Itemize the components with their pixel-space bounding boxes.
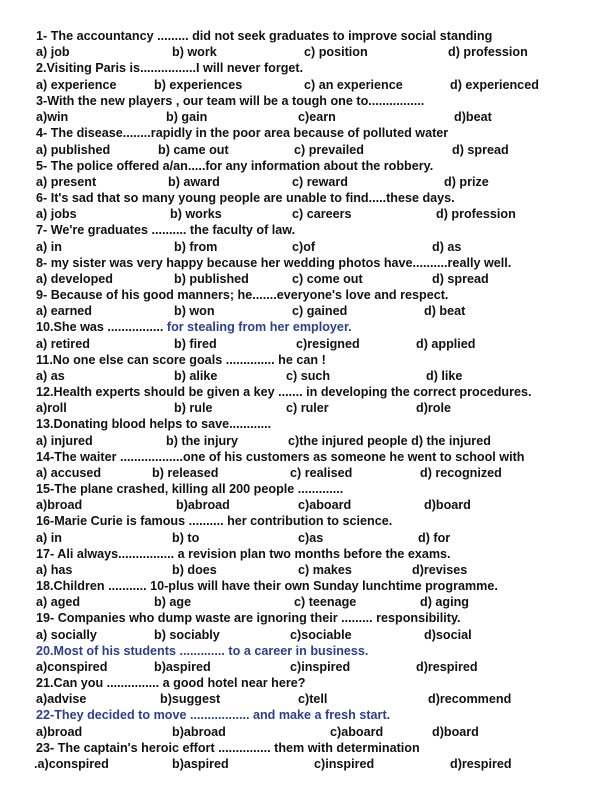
option-a: a) jobs xyxy=(36,207,77,221)
option-d: d)beat xyxy=(454,110,492,124)
question-text-highlight: for stealing from her employer. xyxy=(163,320,352,334)
question-text: 21.Can you ............... a good hotel near here? xyxy=(36,676,306,690)
question-stem xyxy=(36,513,602,529)
option-a: a) retired xyxy=(36,337,90,351)
option-c: c) makes xyxy=(298,563,352,577)
option-c: c)tell xyxy=(298,692,328,706)
question-text: 20.Most of his students ............. to a career in business. xyxy=(36,644,369,658)
option-b: b) to xyxy=(172,531,200,545)
options-row xyxy=(36,691,602,707)
question-stem xyxy=(36,28,602,44)
option-b: b) fired xyxy=(174,337,217,351)
option-d: d)social xyxy=(424,628,472,642)
question-text-part: 10.She was ................ xyxy=(36,320,164,334)
options-row xyxy=(36,400,602,416)
question-stem xyxy=(36,287,602,303)
options-row xyxy=(36,206,602,222)
question-stem xyxy=(36,481,602,497)
question-text: 13.Donating blood helps to save............ xyxy=(36,417,272,431)
options-row xyxy=(36,336,602,352)
option-b: b)aspired xyxy=(172,757,229,771)
option-c: c) ruler xyxy=(286,401,329,415)
question-text: 18.Children ........... 10-plus will have their own Sunday lunchtime programme. xyxy=(36,579,498,593)
question-stem xyxy=(36,352,602,368)
option-c: c)aboard xyxy=(330,725,384,739)
option-c: c) such xyxy=(286,369,331,383)
option-c: c) come out xyxy=(292,272,363,286)
option-b: b) rule xyxy=(174,401,213,415)
option-b: b) age xyxy=(154,595,192,609)
options-row xyxy=(36,174,602,190)
option-d: d) beat xyxy=(424,304,466,318)
option-a: a) present xyxy=(36,175,97,189)
options-row xyxy=(36,239,602,255)
option-d: d)respired xyxy=(416,660,478,674)
question-stem xyxy=(36,675,602,691)
option-d: d) like xyxy=(426,369,463,383)
option-a: a) published xyxy=(36,143,111,157)
option-d: d) for xyxy=(418,531,451,545)
option-d: d) profession xyxy=(448,45,528,59)
option-a: a)broad xyxy=(36,498,83,512)
option-c: c)earn xyxy=(298,110,336,124)
option-d: d) spread xyxy=(452,143,509,157)
option-b: b) gain xyxy=(166,110,208,124)
question-text: 11.No one else can score goals .............. he can ! xyxy=(36,353,326,367)
option-a: a)broad xyxy=(36,725,83,739)
option-b: b) came out xyxy=(158,143,229,157)
option-a: a)conspired xyxy=(36,660,108,674)
option-b: b) experiences xyxy=(154,78,243,92)
question-stem xyxy=(36,610,602,626)
option-b: b) from xyxy=(174,240,218,254)
options-row xyxy=(36,562,602,578)
question-stem xyxy=(36,384,602,400)
option-a: a) accused xyxy=(36,466,102,480)
question-text xyxy=(36,319,352,335)
question-stem xyxy=(36,158,602,174)
options-row xyxy=(36,109,602,125)
options-row xyxy=(36,497,602,513)
question-text: 17- Ali always................ a revision plan two months before the exams. xyxy=(36,547,451,561)
option-c: c) an experience xyxy=(304,78,403,92)
option-d: d) recognized xyxy=(420,466,502,480)
question-stem xyxy=(36,319,602,335)
question-stem xyxy=(36,93,602,109)
question-stem xyxy=(36,643,602,659)
question-text: 5- The police offered a/an.....for any information about the robbery. xyxy=(36,159,434,173)
question-stem xyxy=(36,190,602,206)
options-row xyxy=(36,271,602,287)
option-d: d) profession xyxy=(436,207,516,221)
option-a: a) earned xyxy=(36,304,92,318)
option-b: b) work xyxy=(172,45,217,59)
question-stem xyxy=(36,449,602,465)
option-d: d) spread xyxy=(432,272,489,286)
option-d: d)role xyxy=(416,401,451,415)
options-row xyxy=(36,303,602,319)
option-c: c) teenage xyxy=(294,595,357,609)
option-d: d)board xyxy=(424,498,471,512)
options-row xyxy=(36,724,602,740)
option-b: b) won xyxy=(174,304,215,318)
option-d: d) prize xyxy=(444,175,489,189)
option-c: c)inspired xyxy=(290,660,351,674)
options-row xyxy=(36,530,602,546)
option-c-d: c)the injured people d) the injured xyxy=(288,434,491,448)
question-text: 19- Companies who dump waste are ignoring their ......... responsibility. xyxy=(36,611,461,625)
option-c: c) reward xyxy=(292,175,348,189)
question-text: 9- Because of his good manners; he.......everyone's love and respect. xyxy=(36,288,449,302)
options-row xyxy=(36,44,602,60)
options-row xyxy=(36,627,602,643)
option-a: a) as xyxy=(36,369,65,383)
question-text: 15-The plane crashed, killing all 200 people ............. xyxy=(36,482,344,496)
option-b: b) sociably xyxy=(154,628,220,642)
option-b: b) works xyxy=(170,207,222,221)
option-d: d) experienced xyxy=(450,78,539,92)
options-row xyxy=(36,659,602,675)
option-c: c) position xyxy=(304,45,368,59)
option-c: c)of xyxy=(292,240,316,254)
option-b: b)abroad xyxy=(176,498,230,512)
option-b: b) released xyxy=(152,466,219,480)
question-text: 12.Health experts should be given a key ....... in developing the correct procedures. xyxy=(36,385,532,399)
option-c: c)resigned xyxy=(296,337,360,351)
question-stem xyxy=(36,222,602,238)
question-stem xyxy=(36,416,602,432)
question-text: 4- The disease........rapidly in the poor area because of polluted water xyxy=(36,126,449,140)
options-row xyxy=(36,433,602,449)
options-row xyxy=(36,465,602,481)
question-text: 8- my sister was very happy because her wedding photos have..........really well. xyxy=(36,256,512,270)
question-stem xyxy=(36,740,602,756)
option-a: a) injured xyxy=(36,434,93,448)
option-b: b) award xyxy=(168,175,220,189)
options-row xyxy=(36,756,602,772)
option-a: a) in xyxy=(36,531,62,545)
option-c: c)aboard xyxy=(298,498,352,512)
option-b: b) the injury xyxy=(166,434,239,448)
option-d: d)board xyxy=(432,725,479,739)
question-stem xyxy=(36,125,602,141)
option-b: b)suggest xyxy=(160,692,221,706)
option-a: a) has xyxy=(36,563,73,577)
option-c: c) gained xyxy=(292,304,348,318)
option-c: c) prevailed xyxy=(294,143,364,157)
option-a: .a)conspired xyxy=(34,757,109,771)
option-d: d)recommend xyxy=(428,692,512,706)
question-text: 23- The captain's heroic effort ............... them with determination xyxy=(36,741,420,755)
question-text: 2.Visiting Paris is................I will never forget. xyxy=(36,61,304,75)
question-text: 7- We're graduates .......... the faculty of law. xyxy=(36,223,296,237)
question-text: 22-They decided to move ................. and make a fresh start. xyxy=(36,708,391,722)
option-c: c) realised xyxy=(290,466,353,480)
option-d: d) as xyxy=(432,240,462,254)
question-stem xyxy=(36,255,602,271)
option-a: a)win xyxy=(36,110,69,124)
option-b: b) alike xyxy=(174,369,218,383)
options-row xyxy=(36,77,602,93)
option-a: a) developed xyxy=(36,272,113,286)
question-stem xyxy=(36,60,602,76)
option-c: c)as xyxy=(298,531,324,545)
option-a: a) aged xyxy=(36,595,81,609)
option-a: a)advise xyxy=(36,692,87,706)
option-a: a)roll xyxy=(36,401,67,415)
option-b: b)abroad xyxy=(172,725,226,739)
question-text: 16-Marie Curie is famous .......... her contribution to science. xyxy=(36,514,393,528)
option-d: d)revises xyxy=(412,563,468,577)
option-d: d) applied xyxy=(416,337,476,351)
option-b: b) does xyxy=(172,563,217,577)
option-c: c)inspired xyxy=(314,757,375,771)
option-b: b) published xyxy=(174,272,249,286)
option-a: a) socially xyxy=(36,628,97,642)
question-stem xyxy=(36,546,602,562)
options-row xyxy=(36,368,602,384)
option-a: a) job xyxy=(36,45,70,59)
options-row xyxy=(36,142,602,158)
question-text: 14-The waiter ..................one of his customers as someone he went to school with xyxy=(36,450,525,464)
question-text: 6- It's sad that so many young people are unable to find.....these days. xyxy=(36,191,455,205)
option-c: c) careers xyxy=(292,207,352,221)
options-row xyxy=(36,594,602,610)
question-stem xyxy=(36,707,602,723)
option-d: d)respired xyxy=(450,757,512,771)
option-d: d) aging xyxy=(420,595,469,609)
option-c: c)sociable xyxy=(290,628,352,642)
option-b: b)aspired xyxy=(154,660,211,674)
question-text: 1- The accountancy ......... did not seek graduates to improve social standing xyxy=(36,29,493,43)
question-stem xyxy=(36,578,602,594)
option-a: a) in xyxy=(36,240,62,254)
question-text: 3-With the new players , our team will be a tough one to................ xyxy=(36,94,425,108)
option-a: a) experience xyxy=(36,78,117,92)
